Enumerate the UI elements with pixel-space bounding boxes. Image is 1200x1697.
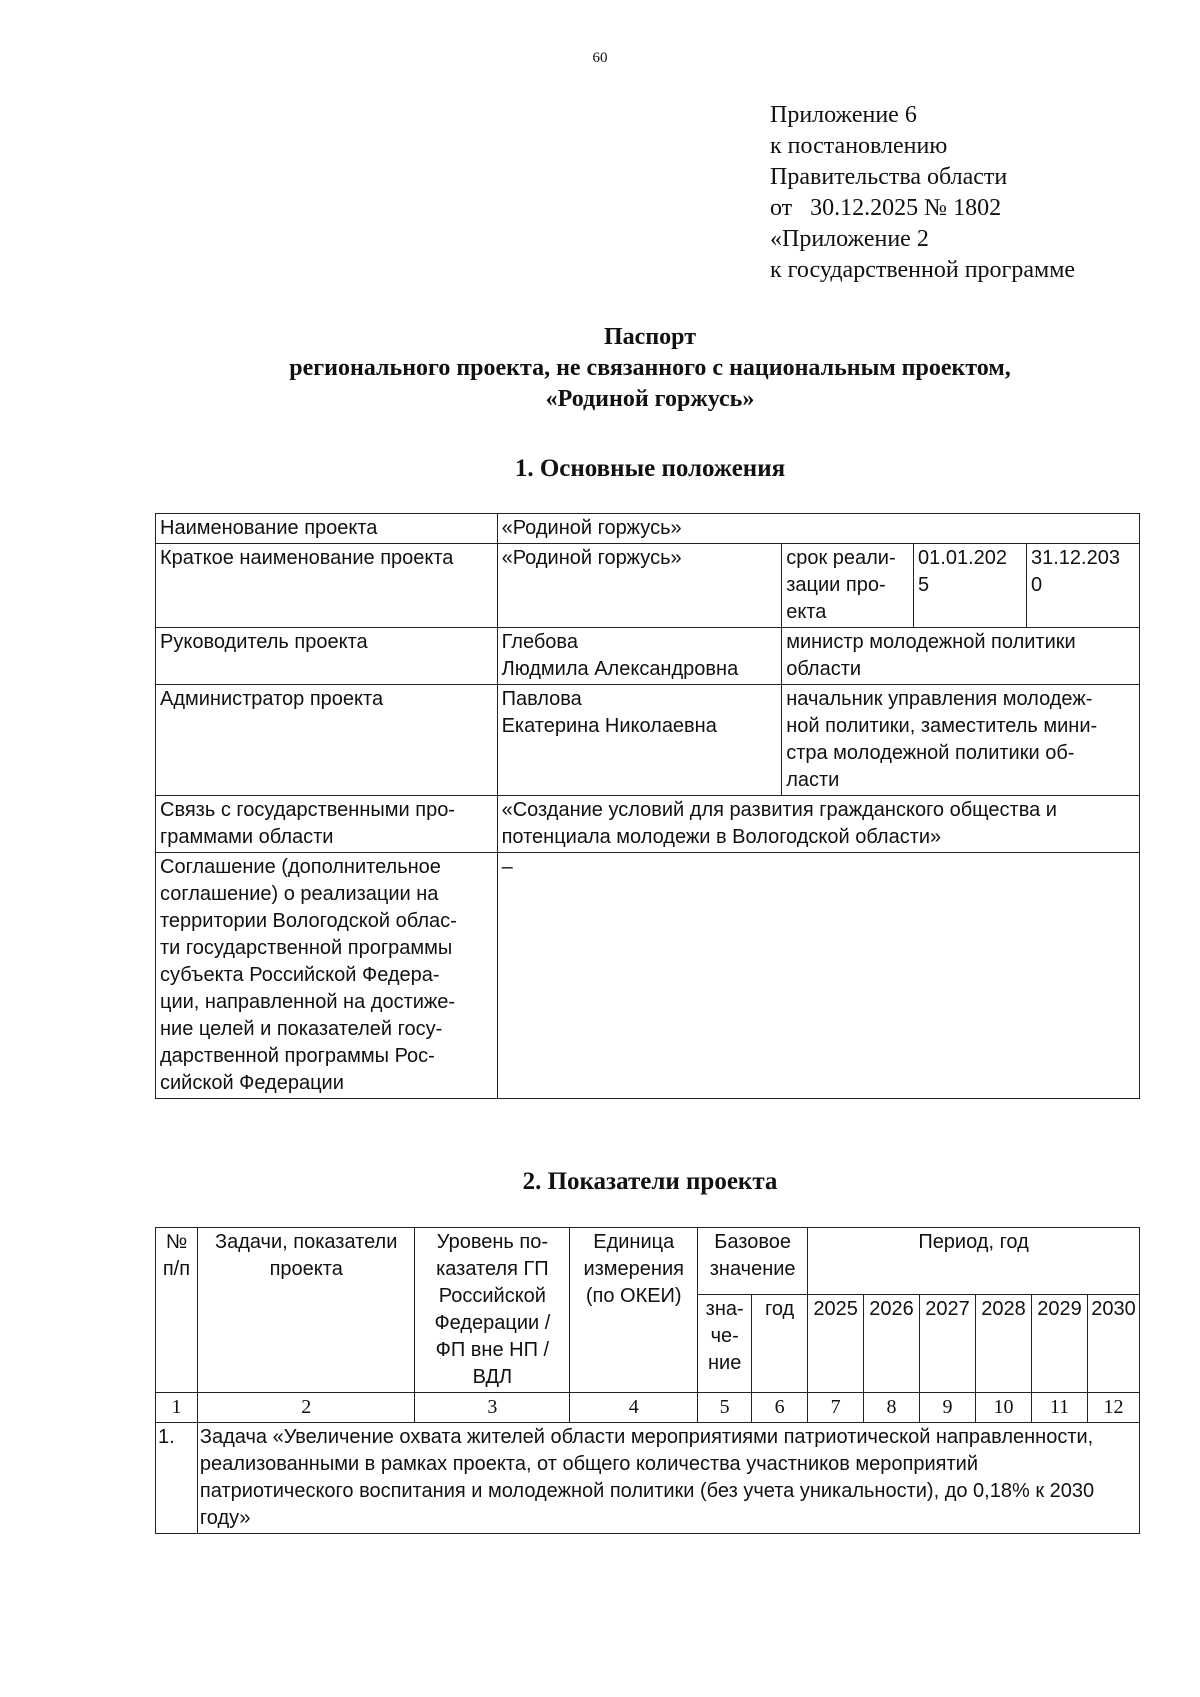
- column-number: 2: [197, 1393, 415, 1423]
- link-value: «Создание условий для развития гражданского общества и потенциала молодежи в Вологодской области»: [497, 796, 1139, 853]
- column-number: 12: [1087, 1393, 1139, 1423]
- task-text: Задача «Увеличение охвата жителей области мероприятиями патриотической направленности, реализованными в рамках проекта, от общего количества участников мероприятий патриотического воспитания и молодежной политики (без учета уникальности), до 0,18% к 2030 году»: [197, 1423, 1139, 1534]
- column-number: 1: [156, 1393, 198, 1423]
- header-tasks: Задачи, показатели проекта: [197, 1228, 415, 1393]
- appendix-line: к постановлению: [770, 133, 948, 159]
- indicators-table: [155, 1227, 1140, 1534]
- page-number: 60: [592, 50, 608, 66]
- name-value: «Родиной горжусь»: [497, 514, 1139, 544]
- appendix-block: [770, 100, 1075, 286]
- title-line-1: Паспорт: [604, 324, 696, 350]
- period-label: срок реали- зации про- екта: [782, 544, 914, 628]
- name-label: Наименование проекта: [156, 514, 498, 544]
- agreement-value: –: [497, 853, 1139, 1099]
- period-end: 31.12.203 0: [1027, 544, 1140, 628]
- header-period: Период, год: [808, 1228, 1140, 1295]
- period-start: 01.01.202 5: [914, 544, 1027, 628]
- column-number: 8: [864, 1393, 920, 1423]
- header-base-year: год: [752, 1294, 808, 1392]
- header-base: Базовое значение: [698, 1228, 808, 1295]
- short-name-value: «Родиной горжусь»: [497, 544, 782, 628]
- table-row: [156, 628, 1140, 685]
- column-number: 7: [808, 1393, 864, 1423]
- header-year: 2028: [976, 1294, 1032, 1392]
- appendix-line: Правительства области: [770, 164, 1008, 190]
- header-year: 2030: [1087, 1294, 1139, 1392]
- header-level: Уровень по- казателя ГП Российской Федерации / ФП вне НП / ВДЛ: [415, 1228, 570, 1393]
- table-header-row: [156, 1228, 1140, 1295]
- head-name: Глебова Людмила Александровна: [497, 628, 782, 685]
- head-position: министр молодежной политики области: [782, 628, 1140, 685]
- short-name-label: Краткое наименование проекта: [156, 544, 498, 628]
- document-title: [150, 322, 1150, 415]
- table-row: [156, 685, 1140, 796]
- task-row: [156, 1423, 1140, 1534]
- section1-heading: 1. Основные положения: [514, 455, 786, 482]
- appendix-line: от 30.12.2025 № 1802: [770, 195, 1002, 221]
- link-label: Связь с государственными про- граммами области: [156, 796, 498, 853]
- task-number: 1.: [156, 1423, 198, 1534]
- header-num: № п/п: [156, 1228, 198, 1393]
- table-row: [156, 853, 1140, 1099]
- admin-position: начальник управления молодеж- ной политики, заместитель мини- стра молодежной политики об- ласти: [782, 685, 1140, 796]
- header-year: 2026: [864, 1294, 920, 1392]
- admin-name: Павлова Екатерина Николаевна: [497, 685, 782, 796]
- table-row: [156, 544, 1140, 628]
- appendix-line: к государственной программе: [770, 257, 1076, 283]
- table-row: [156, 514, 1140, 544]
- column-number: 5: [698, 1393, 752, 1423]
- main-provisions-table: [155, 513, 1140, 1099]
- header-base-value: зна- че- ние: [698, 1294, 752, 1392]
- column-number: 4: [570, 1393, 698, 1423]
- column-number: 6: [752, 1393, 808, 1423]
- header-year: 2027: [920, 1294, 976, 1392]
- column-number-row: [156, 1393, 1140, 1423]
- appendix-line: «Приложение 2: [770, 226, 929, 252]
- column-number: 11: [1031, 1393, 1087, 1423]
- header-year: 2025: [808, 1294, 864, 1392]
- column-number: 10: [976, 1393, 1032, 1423]
- head-label: Руководитель проекта: [156, 628, 498, 685]
- title-line-3: «Родиной горжусь»: [545, 386, 755, 412]
- appendix-line: Приложение 6: [770, 102, 917, 128]
- admin-label: Администратор проекта: [156, 685, 498, 796]
- column-number: 3: [415, 1393, 570, 1423]
- header-unit: Единица измерения (по ОКЕИ): [570, 1228, 698, 1393]
- table-row: [156, 796, 1140, 853]
- title-line-2: регионального проекта, не связанного с национальным проектом,: [289, 355, 1011, 381]
- section2-heading: 2. Показатели проекта: [522, 1168, 778, 1195]
- column-number: 9: [920, 1393, 976, 1423]
- agreement-label: Соглашение (дополнительное соглашение) о реализации на территории Вологодской облас- ти государственной программы субъекта Российской Федера- ции, направленной на достиже- ние целей и показателей госу- дарственной программы Рос- сийской Федерации: [156, 853, 498, 1099]
- header-year: 2029: [1031, 1294, 1087, 1392]
